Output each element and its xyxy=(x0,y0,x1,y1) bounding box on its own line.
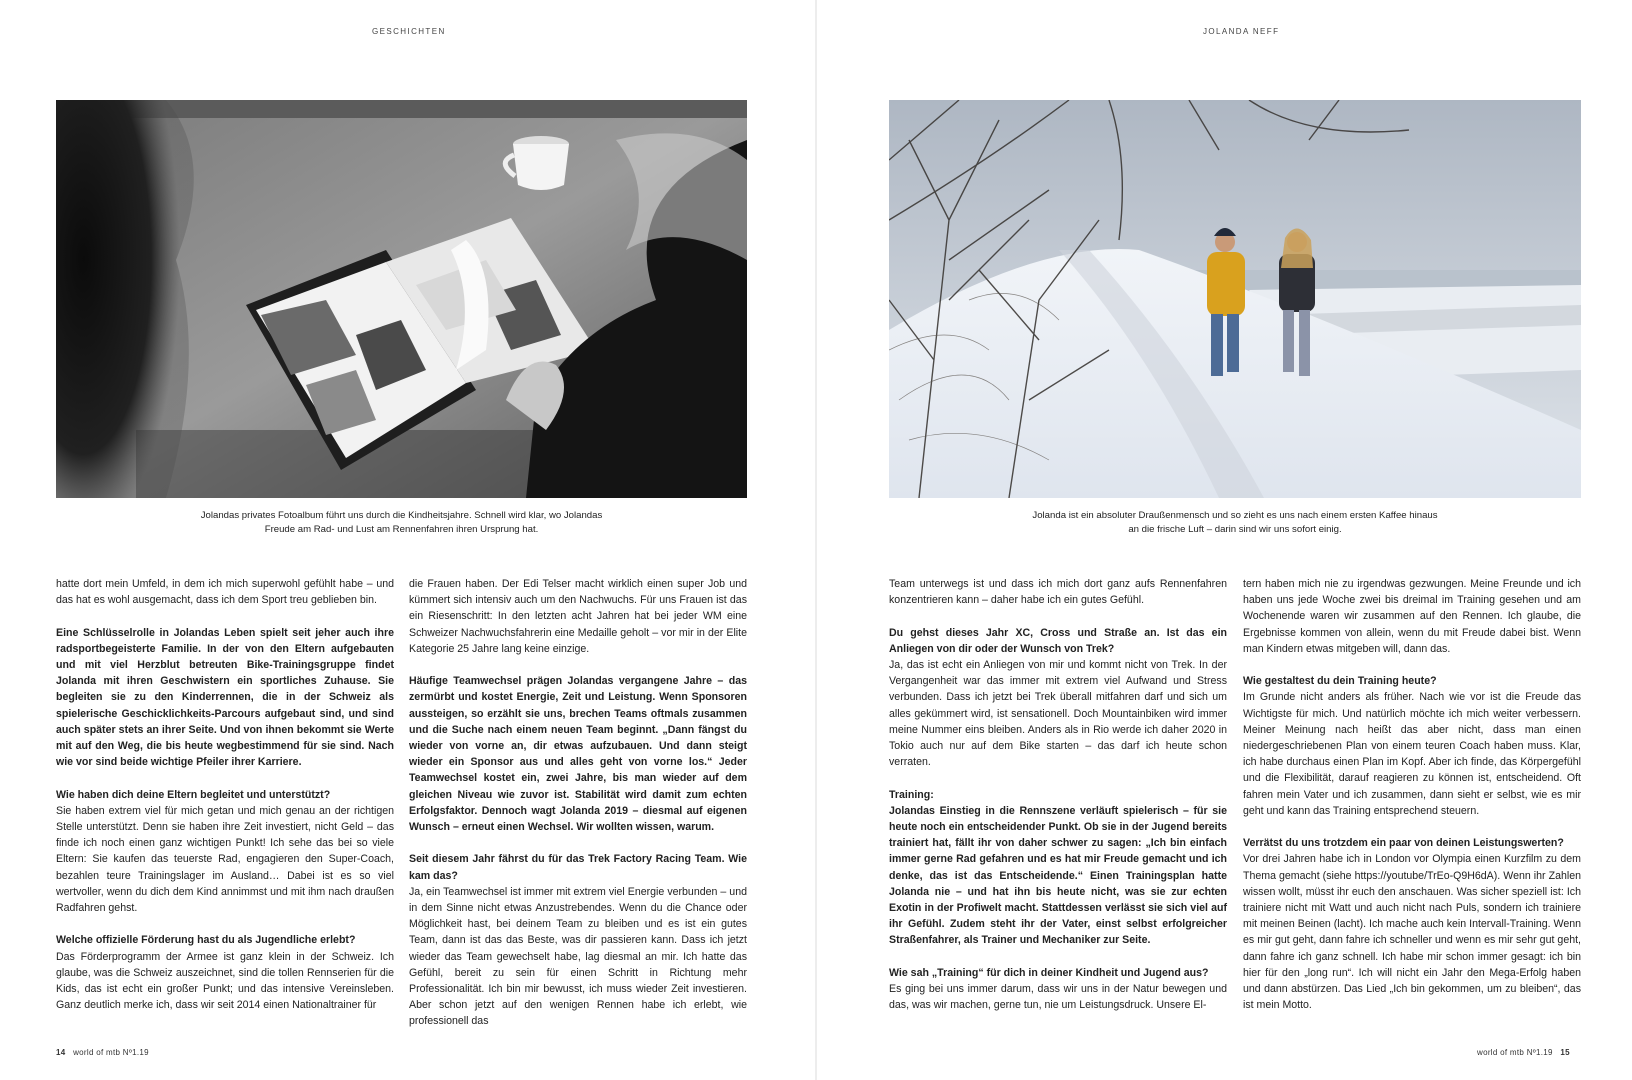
right-column-2 xyxy=(1243,576,1581,1030)
left-caption xyxy=(56,509,747,537)
left-page-number: 14 xyxy=(56,1048,66,1057)
section-heading: Training: xyxy=(889,788,934,801)
left-running-head: GESCHICHTEN xyxy=(372,27,446,36)
photo-album-image xyxy=(56,100,747,498)
question: Wie haben dich deine Eltern begleitet und unterstützt? xyxy=(56,788,331,801)
answer: Im Grunde nicht anders als früher. Nach wie vor ist die Freude das Wichtigste für mich. Und natürlich möchte ich mich weiter verbessern. Meiner Meinung nach heißt das aber nicht, dass man einen niedergeschriebenen Plan von einem teuren Coach haben muss. Klar, ich habe durchaus einen Plan im Kopf. Aber ich finde, das Körpergefühl und die Flexibilität, darauf reagieren zu können ist, entscheidend. Oft fahren mein Vater und ich zusammen, dann sieht er selbst, wie es mir geht und kann das Training entsprechend steuern. xyxy=(1243,691,1581,817)
paragraph: tern haben mich nie zu irgendwas gezwungen. Meine Freunde und ich haben uns jede Woche zwei bis dreimal im Training gesehen und am Wochenende waren wir zusammen auf den Rennen. Ich glaube, die Ergebnisse kommen von allein, wenn du mit Freude dabei bist. Wenn man Kindern etwas mitgeben will, dann das. xyxy=(1243,578,1581,655)
question: Verrätst du uns trotzdem ein paar von deinen Leistungswerten? xyxy=(1243,837,1564,850)
answer: Es ging bei uns immer darum, dass wir uns in der Natur bewegen und das, was wir machen, gerne tun, nie um Leistungsdruck. Unsere El- xyxy=(889,983,1227,1012)
right-page-number: 15 xyxy=(1560,1048,1570,1057)
question: Wie gestaltest du dein Training heute? xyxy=(1243,675,1437,688)
paragraph: hatte dort mein Umfeld, in dem ich mich superwohl gefühlt habe – und das hat es wohl ausgemacht, dass ich dem Sport treu geblieben bin. xyxy=(56,578,394,607)
left-folio-text: world of mtb Nº1.19 xyxy=(73,1048,149,1057)
right-caption-line2: an die frische Luft – darin sind wir uns sofort einig. xyxy=(1128,524,1342,535)
answer: Sie haben extrem viel für mich getan und mich genau an der richtigen Stelle unterstützt. Denn sie haben ihre Zeit investiert, nicht Geld – das finde ich noch einen ganz wichtigen Punkt! Ich sehe das bei so viele Eltern: Sie kaufen das teuerste Rad, engagieren den Super-Coach, bezahlen teure Trainingslager im Ausland… Dabei ist es so viel wertvoller, wenn du dich dem Kind annimmst und mit ihm nach draußen Radfahren gehst. xyxy=(56,804,394,915)
gutter xyxy=(815,0,817,1080)
question: Wie sah „Training“ für dich in deiner Kindheit und Jugend aus? xyxy=(889,966,1209,979)
right-folio xyxy=(1477,1048,1570,1057)
paragraph: die Frauen haben. Der Edi Telser macht wirklich einen super Job und kümmert sich intensiv auch um den Nachwuchs. Für uns Frauen ist das ein Riesenschritt: In den letzten acht Jahren hat bei jeder WM eine Schweizer Nachwuchsfahrerin eine Medaille geholt – vor mir in der Elite Kategorie 25 Jahre lang keine einzige. xyxy=(409,578,747,655)
question: Welche offizielle Förderung hast du als Jugendliche erlebt? xyxy=(56,934,356,947)
answer: Ja, ein Teamwechsel ist immer mit extrem viel Energie verbunden – und in dem Sinne nicht etwas Anzustrebendes. Wenn du die Chance oder Möglichkeit hast, bei deinem Team zu bleiben und es ist ein gutes Team, dann ist das das Beste, was dir passieren kann. Dass ich jetzt wieder das Team gewechselt habe, lag diesmal an mir. Ich hatte das Gefühl, bereit zu sein für einen Schritt in Richtung mehr Professionalität. Ich bin mir bewusst, ich muss wieder Zeit investieren. Aber schon jetzt auf den wenigen Rennen habe ich erlebt, wie professionell das xyxy=(409,885,747,1028)
left-folio xyxy=(56,1048,149,1057)
left-caption-line1: Jolandas privates Fotoalbum führt uns durch die Kindheitsjahre. Schnell wird klar, wo Jolandas xyxy=(200,510,603,521)
left-column-2 xyxy=(409,576,747,1046)
left-photo xyxy=(56,100,747,498)
answer: Ja, das ist echt ein Anliegen von mir und kommt nicht von Trek. In der Vergangenheit war das immer mit extrem viel Aufwand und Stress verbunden. Dass ich jetzt bei Trek überall mitfahren darf und sich um alles gekümmert wird, ist sensationell. Doch Mountainbiken wird immer meine Nummer eins bleiben. Anders als in Rio werde ich daher 2020 in Tokio auch nur auf dem Bike starten – das darf ich heute schon verraten. xyxy=(889,659,1227,769)
snow-walk-image xyxy=(889,100,1581,498)
right-column-1 xyxy=(889,576,1227,1030)
answer: Vor drei Jahren habe ich in London vor Olympia einen Kurzfilm zu dem Thema gemacht (siehe https://youtube/TrEo-Q9H6dA). Wenn ihr Zahlen wissen wollt, müsst ihr euch den anschauen. Was sicher speziell ist: Ich trainiere nicht mit Watt und auch nicht nach Puls, sondern ich trainiere mit meinen Beinen (lacht). Ich mache auch kein Intervall-Training. Wenn es mir gut geht, dann fahre ich schneller und wenn es mir sehr gut geht, dann fahre ich ganz schnell. Ich habe mir schon immer gesagt: ich bin hier für den „long run“. Ich will nicht ein Jahr den Mega-Erfolg haben und dann abstürzen. Das Lied „Ich bin gekommen, um zu bleiben“, das ist mein Motto. xyxy=(1243,853,1581,1012)
right-folio-text: world of mtb Nº1.19 xyxy=(1477,1048,1553,1057)
answer: Das Förderprogramm der Armee ist ganz klein in der Schweiz. Ich glaube, was die Schweiz auszeichnet, sind die tollen Rennserien für die Kids, das ist echt ein großer Punkt; und das intensive Vereinsleben. Ganz deutlich merke ich, dass wir seit 2014 einen Nationaltrainer für xyxy=(56,950,394,1012)
question: Du gehst dieses Jahr XC, Cross und Straße an. Ist das ein Anliegen von dir oder der Wunsch von Trek? xyxy=(889,626,1227,655)
left-column-1 xyxy=(56,576,394,1030)
right-caption xyxy=(889,509,1581,537)
right-running-head: JOLANDA NEFF xyxy=(1203,27,1280,36)
question: Seit diesem Jahr fährst du für das Trek Factory Racing Team. Wie kam das? xyxy=(409,853,747,882)
right-photo xyxy=(889,100,1581,498)
intro-paragraph: Häufige Teamwechsel prägen Jolandas vergangene Jahre – das zermürbt und kostet Energie, Zeit und Leistung. Wenn Sponsoren aussteigen, so erzählt sie uns, brechen Teams oftmals zusammen und die Suche nach einem neuen Team beginnt. „Dann fängst du wieder von vorne an, dir etwas aufzubauen. Und dann steigt wieder ein Sponsor aus und alles geht von vorne los.“ Jeder Teamwechsel kostet ein, zwei Jahre, bis man wieder auf dem gleichen Niveau wie zuvor ist. Stabilität wird damit zum echten Erfolgsfaktor. Dennoch wagt Jolanda 2019 – diesmal auf eigenen Wunsch – erneut einen Wechsel. Wir wollten wissen, warum. xyxy=(409,675,747,834)
intro-paragraph: Eine Schlüsselrolle in Jolandas Leben spielt seit jeher auch ihre radsportbegeisterte Familie. In der von den Eltern aufgebauten und mit viel Herzblut betreuten Bike-Trainingsgruppe findet Jolanda mit ihren Geschwistern ein sportliches Zuhause. Sie begleiten sie zu den Kinderrennen, die in der Schweiz als spielerische Geschicklichkeits-Parcours aufgebaut sind, und sind auch später stets an ihrer Seite. Und von ihnen bekommt sie Werte mit auf den Weg, die bis heute wegbestimmend für sie sind. Nach wie vor sind beide wichtige Pfeiler ihrer Karriere. xyxy=(56,626,394,769)
right-caption-line1: Jolanda ist ein absoluter Draußenmensch und so zieht es uns nach einem ersten Kaffee hinaus xyxy=(1032,510,1438,521)
left-caption-line2: Freude am Rad- und Lust am Rennenfahren ihren Ursprung hat. xyxy=(264,524,539,535)
paragraph: Team unterwegs ist und dass ich mich dort ganz aufs Rennenfahren konzentrieren kann – daher habe ich ein gutes Gefühl. xyxy=(889,578,1227,607)
intro-paragraph: Jolandas Einstieg in die Rennszene verläuft spielerisch – für sie heute noch ein entscheidender Punkt. Ob sie in der Jugend bereits trainiert hat, fällt ihr von daher schwer zu sagen: „Ich bin einfach immer gerne Rad gefahren und es hat mir Freude gemacht und ich denke, das ist das Entscheidende.“ Einen Trainingsplan hatte Jolanda nie – und hat ihn bis heute nicht, was sie zur echten Exotin in der Profiwelt macht. Stattdessen verlässt sie sich viel auf ihr Gefühl. Zudem steht ihr der Vater, einst selbst erfolgreicher Straßenfahrer, als Trainer und Mechaniker zur Seite. xyxy=(889,804,1227,947)
